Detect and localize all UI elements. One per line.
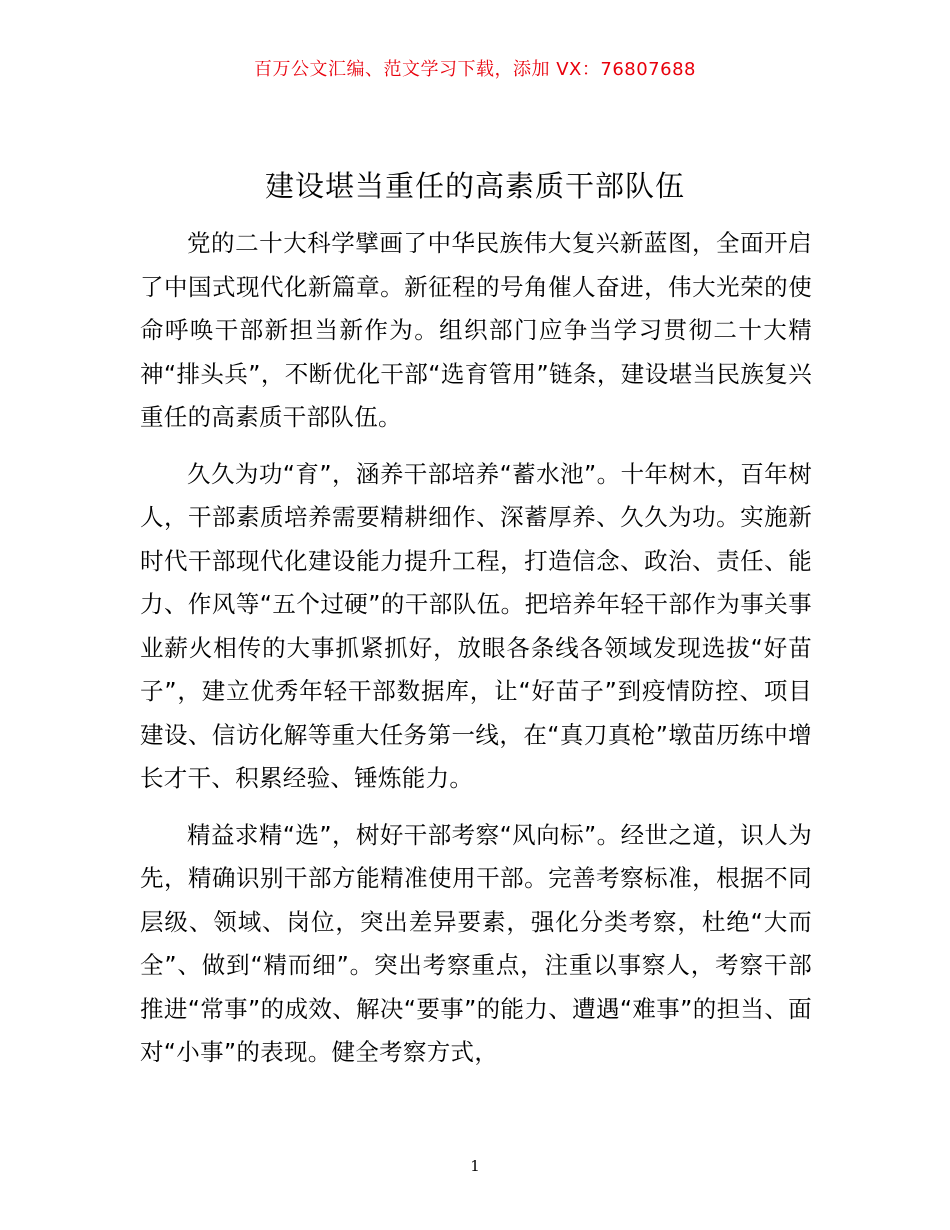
paragraph-intro: 党的二十大科学擘画了中华民族伟大复兴新蓝图，全面开启了中国式现代化新篇章。新征程的号角催人奋进，伟大光荣的使命呼唤干部新担当新作为。组织部门应争当学习贯彻二十大精神“排头兵”，不断优化干部“选育管用”链条，建设堪当民族复兴重任的高素质干部队伍。 xyxy=(140,229,812,431)
paragraph-select: 精益求精“选”，树好干部考察“风向标”。经世之道，识人为先，精确识别干部方能精准使用干部。完善考察标准，根据不同层级、领域、岗位，突出差异要素，强化分类考察，杜绝“大而全”、做到“精而细”。突出考察重点，注重以事察人，考察干部推进“常事”的成效、解决“要事”的能力、遭遇“难事”的担当、面对“小事”的表现。健全考察方式， xyxy=(140,820,812,1066)
paragraph-cultivate: 久久为功“育”，涵养干部培养“蓄水池”。十年树木，百年树人，干部素质培养需要精耕细作、深蓄厚养、久久为功。实施新时代干部现代化建设能力提升工程，打造信念、政治、责任、能力、作风等“五个过硬”的干部队伍。把培养年轻干部作为事关事业薪火相传的大事抓紧抓好，放眼各条线各领域发现选拔“好苗子”，建立优秀年轻干部数据库，让“好苗子”到疫情防控、项目建设、信访化解等重大任务第一线，在“真刀真枪”墩苗历练中增长才干、积累经验、锤炼能力。 xyxy=(140,459,812,792)
watermark-header: 百万公文汇编、范文学习下载，添加 VX：76807688 xyxy=(254,59,696,80)
document-body xyxy=(140,222,812,1088)
document-title: 建设堪当重任的高素质干部队伍 xyxy=(264,169,685,203)
page-number: 1 xyxy=(470,1157,480,1175)
